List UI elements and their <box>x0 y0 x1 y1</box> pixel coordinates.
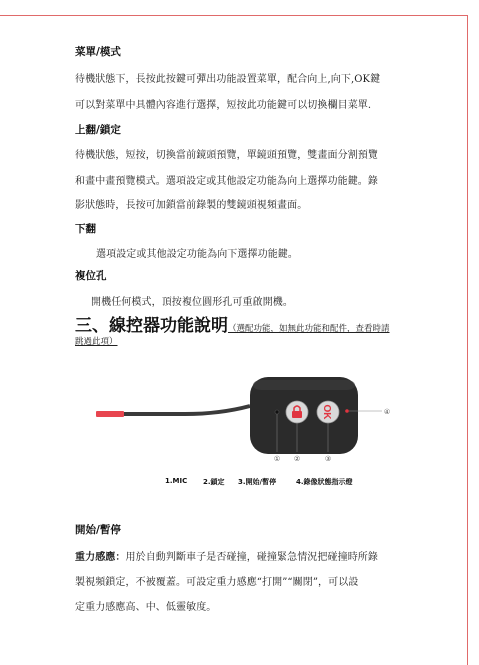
callout-4: ④ <box>383 408 391 416</box>
lock-heading: 上翻/鎖定 <box>75 124 121 136</box>
gsensor-label: 重力感應： <box>75 552 126 563</box>
caption-lock: 2.鎖定 <box>203 478 225 486</box>
page-border-top <box>0 15 468 16</box>
cable-tip <box>96 411 124 417</box>
ok-label: OK <box>321 404 332 420</box>
status-led <box>345 409 349 413</box>
menu-text-line: 可以對菜單中具體內容進行選擇，短按此功能鍵可以切換欄目菜單. <box>75 100 372 111</box>
page-border-right <box>467 15 468 665</box>
section-title <box>75 311 390 336</box>
lock-text-line: 影狀態時，長按可加鎖當前錄製的雙鏡頭視頻畫面。 <box>75 200 308 211</box>
callout-2: ② <box>293 455 301 463</box>
section-title-note: （選配功能，如無此功能和配件，查看時請 <box>228 324 390 334</box>
reset-text-line: 開機任何模式，頂按複位圓形孔可重啟開機。 <box>91 297 293 308</box>
gsensor-text-line <box>75 548 378 563</box>
section-title-note-cont: 跳過此項） <box>75 337 118 347</box>
menu-heading: 菜單/模式 <box>75 46 121 58</box>
remote-highlight <box>253 380 355 390</box>
mic-hole <box>275 410 279 414</box>
gsensor-line1: 用於自動判斷車子是否碰撞，碰撞緊急情況把碰撞時所錄 <box>125 552 378 563</box>
start-heading: 開始/暫停 <box>75 524 121 536</box>
down-text-line: 選項設定或其他設定功能為向下選擇功能鍵。 <box>96 249 298 260</box>
lock-text-line: 待機狀態，短按，切換當前鏡頭預覽，單鏡頭預覽，雙畫面分割預覽 <box>75 150 378 161</box>
callout-1: ① <box>273 455 281 463</box>
gsensor-text-line: 製視頻鎖定，不被覆蓋。可設定重力感應“打開”“關閉”，可以設 <box>75 577 359 588</box>
lock-text-line: 和畫中畫預覽模式。選項設定或其他設定功能為向上選擇功能鍵。錄 <box>75 176 378 187</box>
caption-start-pause: 3.開始/暫停 <box>238 478 277 486</box>
caption-status-led: 4.錄像狀態指示燈 <box>296 478 353 486</box>
remote-control-diagram <box>90 370 410 465</box>
section-title-main: 三、線控器功能說明 <box>75 316 228 336</box>
gsensor-text-line: 定重力感應高、中、低靈敏度。 <box>75 602 217 613</box>
caption-mic: 1.MIC <box>165 477 188 485</box>
reset-heading: 複位孔 <box>75 270 107 282</box>
down-heading: 下翻 <box>75 223 96 235</box>
menu-text-line: 待機狀態下，長按此按鍵可彈出功能設置菜單，配合向上,向下,OK鍵 <box>75 74 381 85</box>
callout-3: ③ <box>324 455 332 463</box>
